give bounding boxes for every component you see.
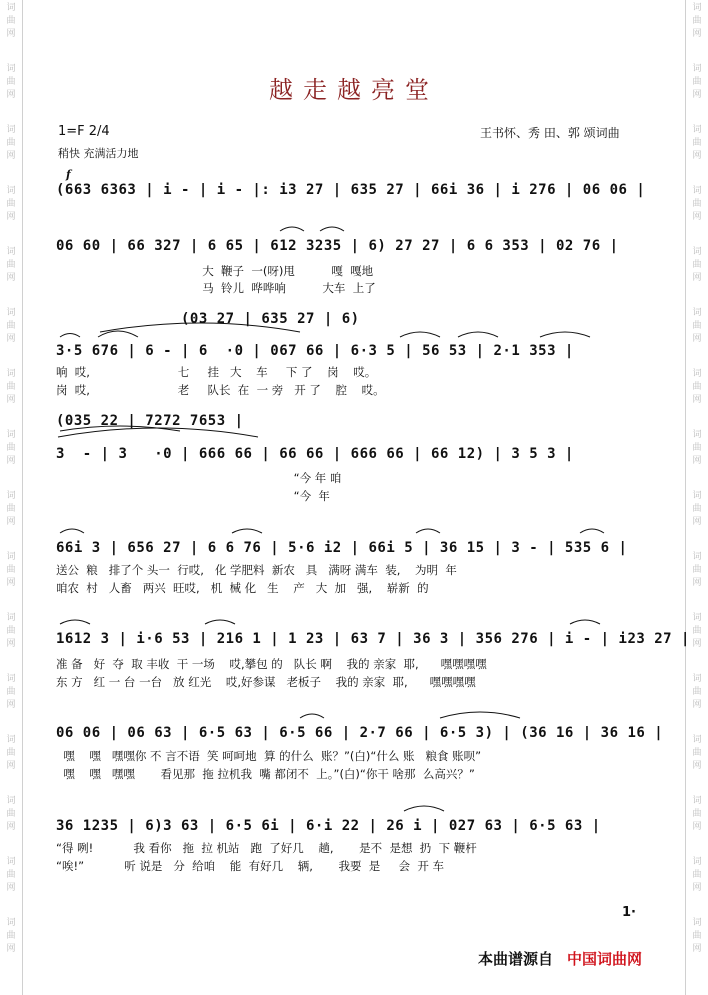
score-system-4: 3 - | 3 ·0 | 666 66 | 66 66 | 666 66 | 66 12) | 3 5 3 | <box>56 446 574 462</box>
watermark-mark: 词 曲 网 <box>6 369 16 405</box>
watermark-mark: 词 曲 网 <box>692 186 702 222</box>
lyrics-line: “得 咧! 我 看你 拖 拉 机站 跑 了好几 趟, 是不 是想 扔 下 鞭杆 <box>56 841 477 855</box>
watermark-mark: 词 曲 网 <box>6 3 16 39</box>
lyrics-line: 马 铃儿 哗哗响 大车 上了 <box>56 281 376 295</box>
watermark-mark: 词 曲 网 <box>6 125 16 161</box>
watermark-mark: 词 曲 网 <box>6 491 16 527</box>
watermark-mark: 词 曲 网 <box>6 796 16 832</box>
watermark-mark: 词 曲 网 <box>692 308 702 344</box>
watermark-mark: 词 曲 网 <box>6 918 16 954</box>
dynamic-marking: f <box>66 168 71 181</box>
score-system-6: 1612 3 | i·6 53 | 216 1 | 1 23 | 63 7 | 36 3 | 356 276 | i - | i23 27 | <box>56 631 690 647</box>
watermark-mark: 词 曲 网 <box>6 613 16 649</box>
source-site: 中国词曲网 <box>567 950 643 968</box>
watermark-mark: 词 曲 网 <box>692 3 702 39</box>
lyrics-line: 咱农 村 人畜 两兴 旺哎, 机 械 化 生 产 大 加 强, 崭新 的 <box>56 581 429 595</box>
source-credit <box>478 948 642 969</box>
watermark-mark: 词 曲 网 <box>692 125 702 161</box>
credits: 王书怀、秀 田、郭 颂词曲 <box>480 126 620 140</box>
watermark-mark: 词 曲 网 <box>692 552 702 588</box>
watermark-mark: 词 曲 网 <box>692 735 702 771</box>
score-system-2: 06 60 | 66 327 | 6 65 | 612 3235 | 6) 27 27 | 6 6 353 | 02 76 | <box>56 238 619 254</box>
watermark-mark: 词 曲 网 <box>6 674 16 710</box>
lyrics-line: 东 方 红 一 台 一台 放 红光 哎,好参谋 老板子 我的 亲家 耶, 嘿嘿嘿嘿 <box>56 675 476 689</box>
lyrics-line: 嘿 嘿 嘿嘿 看见那 拖 拉机我 嘴 都闭不 上。”(白)“你干 啥那 么高兴？” <box>56 767 475 781</box>
source-label: 本曲谱源自 <box>478 950 554 968</box>
watermark-mark: 词 曲 网 <box>692 674 702 710</box>
score-system-1: (663 6363 | i - | i - |: i3 27 | 635 27 | 66i 36 | i 276 | 06 06 | <box>56 182 646 198</box>
score-system-5: 66i 3 | 656 27 | 6 6 76 | 5·6 i2 | 66i 5 | 36 15 | 3 - | 535 6 | <box>56 540 628 556</box>
watermark-mark: 词 曲 网 <box>692 857 702 893</box>
watermark-mark: 词 曲 网 <box>692 918 702 954</box>
watermark-mark: 词 曲 网 <box>6 186 16 222</box>
lyrics-line: 响 哎, 七 挂 大 车 下 了 岗 哎。 <box>56 365 377 379</box>
watermark-mark: 词 曲 网 <box>692 247 702 283</box>
watermark-mark: 词 曲 网 <box>6 247 16 283</box>
page-number: 1· <box>622 905 636 920</box>
watermark-mark: 词 曲 网 <box>6 552 16 588</box>
watermark-mark: 词 曲 网 <box>6 430 16 466</box>
key-signature: 1=F 2/4 <box>58 124 110 139</box>
lyrics-line: 准 备 好 夺 取 丰收 干 一场 哎,攀包 的 队长 啊 我的 亲家 耶, 嘿嘿嘿嘿 <box>56 657 487 671</box>
watermark-mark: 词 曲 网 <box>692 491 702 527</box>
tempo-marking: 稍快 充满活力地 <box>58 147 139 160</box>
lyrics-line: 送公 粮 排了个 头一 行哎, 化 学肥料 新农 具 满呀 满车 装, 为明 年 <box>56 563 457 577</box>
watermark-mark: 词 曲 网 <box>692 796 702 832</box>
score-ossia-4: (035 22 | 7272 7653 | <box>56 413 244 429</box>
lyrics-line: 大 鞭子 一(呀)甩 嘎 嘎地 <box>56 264 374 278</box>
watermark-mark: 词 曲 网 <box>6 308 16 344</box>
watermark-mark: 词 曲 网 <box>692 430 702 466</box>
score-ossia-3: (03 27 | 635 27 | 6) <box>56 311 360 327</box>
lyrics-line: 嘿 嘿 嘿嘿你 不 言不语 笑 呵呵地 算 的什么 账？”(白)“什么 账 粮食 账呗” <box>56 749 482 763</box>
song-title: 越走越亮堂 <box>269 76 439 104</box>
watermark-mark: 词 曲 网 <box>6 735 16 771</box>
watermark-mark: 词 曲 网 <box>6 857 16 893</box>
score-system-7: 06 06 | 06 63 | 6·5 63 | 6·5 66 | 2·7 66 | 6·5 3) | (36 16 | 36 16 | <box>56 725 664 741</box>
watermark-mark: 词 曲 网 <box>692 613 702 649</box>
watermark-mark: 词 曲 网 <box>6 64 16 100</box>
lyrics-line: “今 年 咱 <box>56 471 342 485</box>
score-system-3: 3·5 676 | 6 - | 6 ·0 | 067 66 | 6·3 5 | 56 53 | 2·1 353 | <box>56 343 574 359</box>
lyrics-line: “唉!” 听 说是 分 给咱 能 有好几 辆, 我要 是 会 开 车 <box>56 859 445 873</box>
lyrics-line: 岗 哎, 老 队长 在 一 旁 开 了 腔 哎。 <box>56 383 385 397</box>
lyrics-line: “今 年 <box>56 489 330 503</box>
score-system-8: 36 1235 | 6)3 63 | 6·5 6i | 6·i 22 | 26 i | 027 63 | 6·5 63 | <box>56 818 601 834</box>
watermark-mark: 词 曲 网 <box>692 369 702 405</box>
watermark-mark: 词 曲 网 <box>692 64 702 100</box>
